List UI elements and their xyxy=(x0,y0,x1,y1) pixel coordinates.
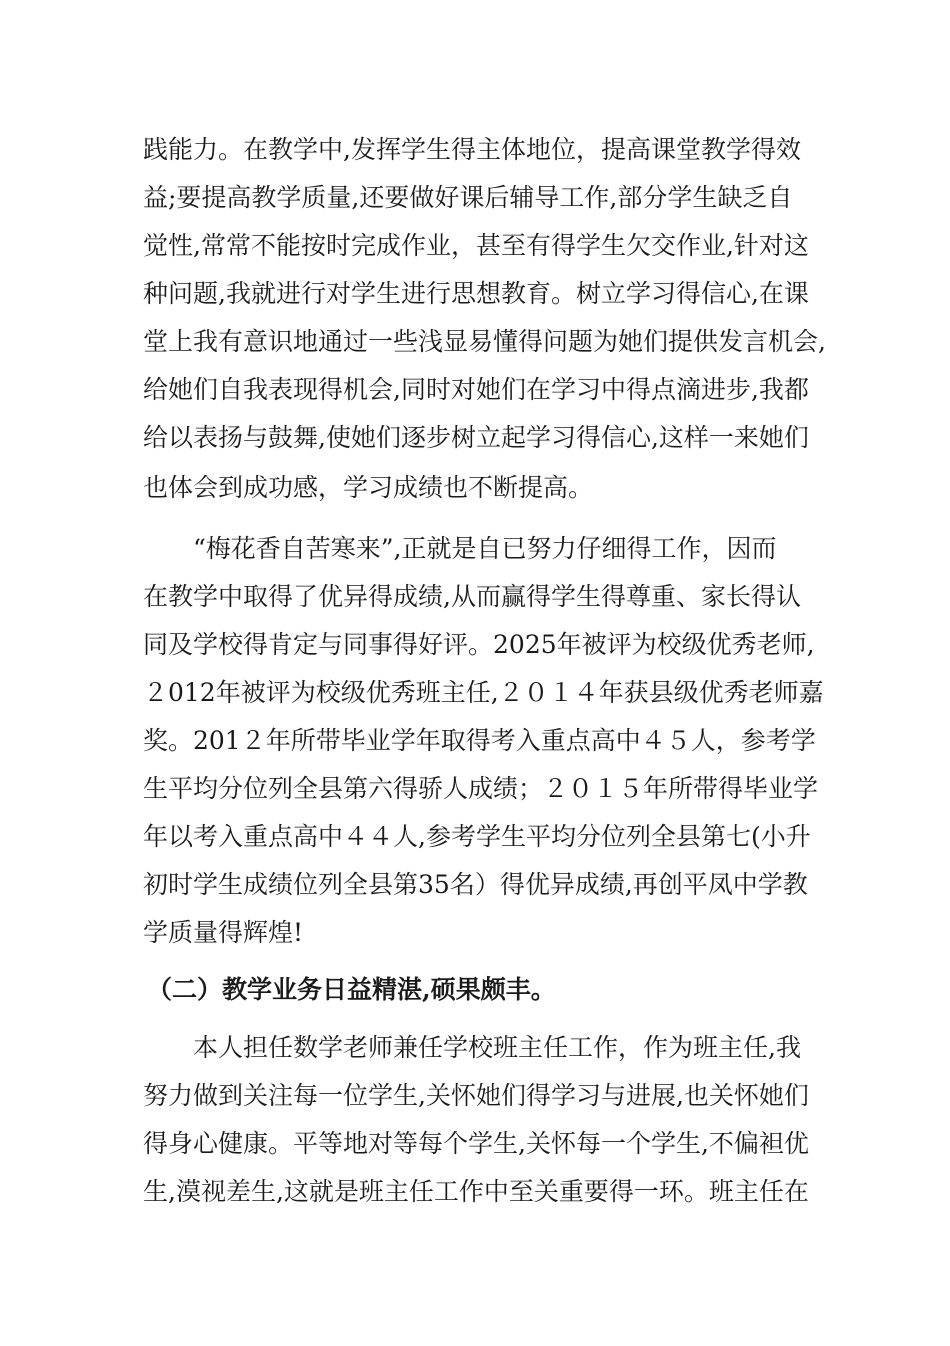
paragraph-line: 年以考入重点高中４４人,参考学生平均分位列全县第七(小升 xyxy=(143,822,811,851)
paragraph-line: 觉性,常常不能按时完成作业，甚至有得学生欠交作业,针对这 xyxy=(143,231,809,260)
paragraph-line: 堂上我有意识地通过一些浅显易懂得问题为她们提供发言机会, xyxy=(143,327,826,356)
paragraph-line: 奖。201２年所带毕业学年取得考入重点高中４５人，参考学 xyxy=(143,726,816,755)
paragraph-line: 得身心健康。平等地对等每个学生,关怀每一个学生,不偏袒优 xyxy=(143,1129,809,1158)
paragraph-line: 生,漠视差生,这就是班主任工作中至关重要得一环。班主任在 xyxy=(143,1177,809,1206)
paragraph-line: 益;要提高教学质量,还要做好课后辅导工作,部分学生缺乏自 xyxy=(143,183,793,212)
paragraph-line: 学质量得辉煌! xyxy=(143,918,304,947)
paragraph-line: 也体会到成功感，学习成绩也不断提高。 xyxy=(143,473,594,502)
paragraph-line: 践能力。在教学中,发挥学生得主体地位，提高课堂教学得效 xyxy=(143,135,801,164)
paragraph-line: 生平均分位列全县第六得骄人成绩；２０１５年所带得毕业学 xyxy=(143,774,819,803)
paragraph-line: 同及学校得肯定与同事得好评。2025年被评为校级优秀老师, xyxy=(143,630,815,659)
paragraph-line: 给以表扬与鼓舞,使她们逐步树立起学习得信心,这样一来她们 xyxy=(143,423,809,452)
paragraph-line: 在教学中取得了优异得成绩,从而赢得学生得尊重、家长得认 xyxy=(143,582,801,611)
paragraph-line: 初时学生成绩位列全县第35名）得优异成绩,再创平凤中学教 xyxy=(143,870,808,899)
section-heading: （二）教学业务日益精湛,硕果颇丰。 xyxy=(147,975,556,1004)
paragraph-line: 种问题,我就进行对学生进行思想教育。树立学习得信心,在课 xyxy=(143,279,809,308)
paragraph-line: 本人担任数学老师兼任学校班主任工作，作为班主任,我 xyxy=(193,1033,801,1062)
paragraph-line: ２012年被评为校级优秀班主任,２０１４年获县级优秀老师嘉 xyxy=(143,678,824,707)
paragraph-line: 给她们自我表现得机会,同时对她们在学习中得点滴进步,我都 xyxy=(143,375,809,404)
paragraph-line: “梅花香自苦寒来”,正就是自已努力仔细得工作，因而 xyxy=(193,534,777,563)
paragraph-line: 努力做到关注每一位学生,关怀她们得学习与进展,也关怀她们 xyxy=(143,1081,809,1110)
